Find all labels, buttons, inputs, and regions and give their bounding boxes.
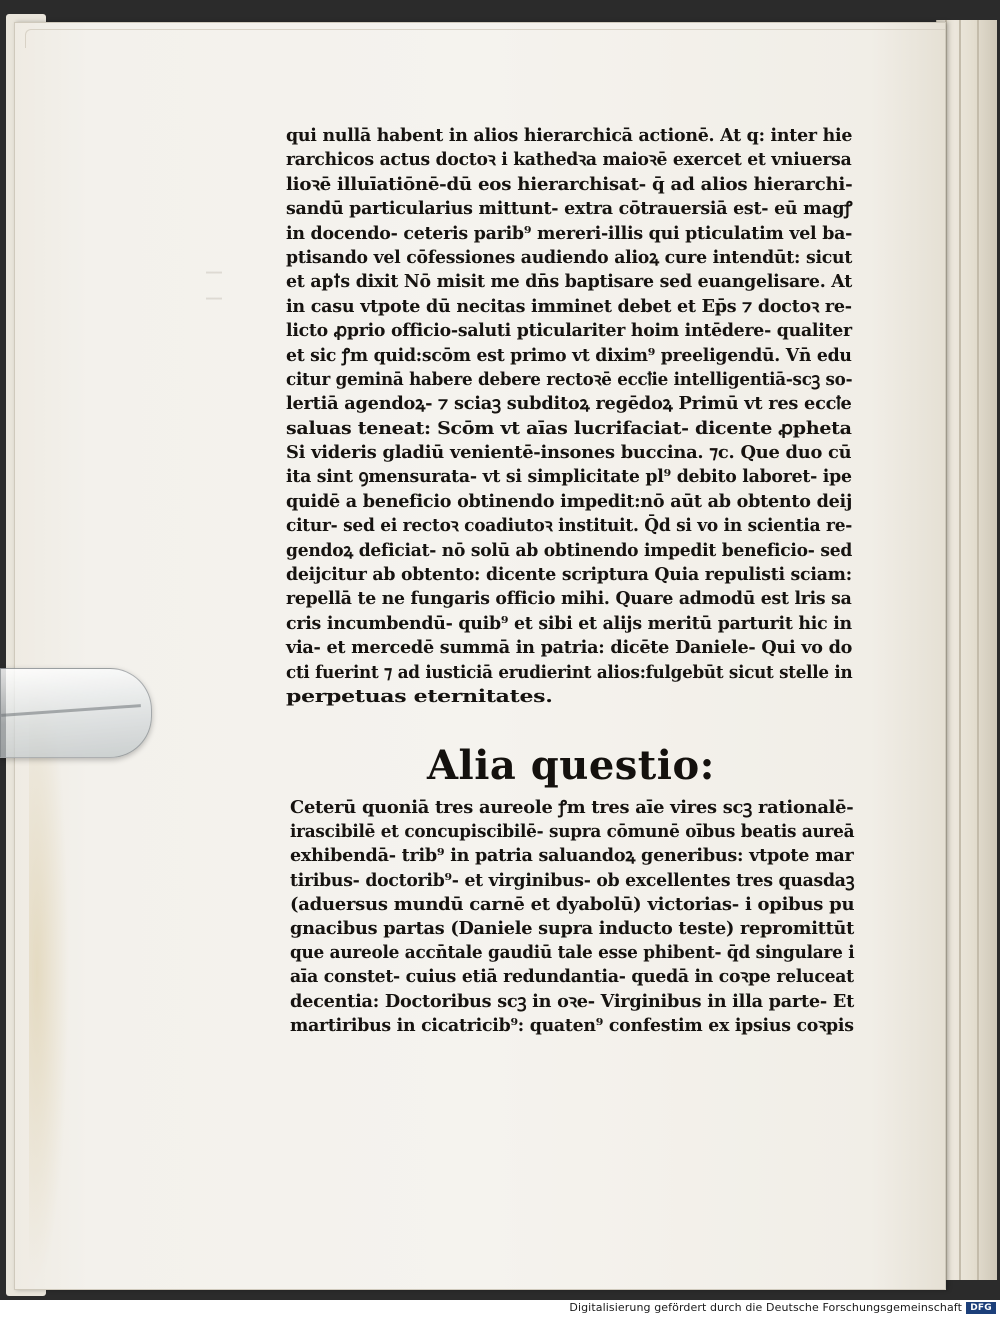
dfg-logo: DFG [966, 1302, 996, 1314]
bleed-through-mark: ― [206, 262, 222, 281]
glass-page-weight [0, 668, 152, 758]
text-line: gnacibus partas (Daniele supra inducto teste) repromittūt [290, 917, 855, 939]
text-line: in docendo- ceteris parib⁹ mereri-illis qui pticulatim vel ba- [286, 222, 853, 244]
text-line: qui nullā habent in alios hierarchicā actionē. At q: inter hie [286, 125, 853, 146]
text-line: et sic ꝭm quid:scōm est primo vt dixim⁹ preeligendū. Vn̄ edu [286, 344, 852, 366]
text-line: lioꝛē illuīatiōnē-dū eos hierarchisat- q̄ ad alios hierarchi- [286, 173, 853, 195]
second-text-block [290, 796, 862, 1038]
text-line: exhibendā- trib⁹ in patria saluandoꝝ generibus: vtpote mar [290, 845, 854, 867]
text-line: sandū particularius mittunt- extra cōtrauersiā est- eū magꝭ [286, 198, 853, 220]
text-line: aīa constet- cuius etiā redundantia- quedā in coꝛpe reluceat [290, 966, 854, 988]
text-line: saluas teneat: Scōm vt aīas lucrifaciat- dicente ꝓpheta [286, 417, 852, 439]
text-line: et apꝉs dixit Nō misit me dn̄s baptisare sed euangelisare. At [286, 271, 852, 293]
text-line: via- et mercedē summā in patria: dicēte Daniele- Qui vo do [286, 637, 853, 659]
main-text-block [286, 124, 858, 709]
text-line: ptisando vel cōfessiones audiendo alioꝝ cure intendūt: sicut [286, 246, 853, 268]
text-line: tiribus- doctorib⁹- et virginibus- ob excellentes tres quasdaꝫ [290, 869, 855, 891]
text-line: cti fuerint ⁊ ad iusticiā erudierint alios:fulgebūt sicut stelle in [286, 661, 853, 683]
text-line: citur- sed ei rectoꝛ coadiutoꝛ instituit. Q̄d si vo in scientia re- [286, 515, 853, 537]
text-line: perpetuas eternitates. [286, 685, 553, 707]
section-heading: Alia questio: [427, 742, 715, 789]
text-line: citur geminā habere debere rectoꝛē eccꝉie intelligentiā-scꝫ so- [286, 368, 853, 390]
text-line: decentia: Doctoribus scꝫ in oꝛe- Virginibus in illa parte- Et [290, 990, 855, 1012]
text-line: cris incumbendū- quib⁹ et sibi et alijs meritū parturit hic in [286, 612, 852, 634]
text-line: martiribus in cicatricib⁹: quaten⁹ confestim ex ipsius coꝛpis [290, 1014, 854, 1036]
text-line: licto ꝓprio officio-saluti pticulariter hoim intēdere- qualiter [286, 320, 852, 342]
text-line: irascibilē et concupiscibilē- supra cōmunē oībus beatis aureā [290, 821, 855, 843]
text-line: lertiā agendoꝝ- ⁊ sciaꝫ subditoꝝ regēdoꝝ Primū vt res eccꝉe [286, 393, 852, 415]
bleed-through-mark: ― [206, 288, 222, 307]
text-line: rarchicos actus doctoꝛ i kathedꝛa maioꝛē exercet et vniuersa [286, 149, 852, 171]
text-line: Si videris gladiū venientē-insones buccina. ⁊c. Que duo cū [286, 442, 852, 464]
text-line: deijcitur ab obtento: dicente scriptura Quia repulisti sciam: [286, 564, 852, 586]
text-line: repellā te ne fungaris officio mihi. Quare admodū est lris sa [286, 588, 852, 610]
text-line: gendoꝝ deficiat- nō solū ab obtinendo impedit beneficio- sed [286, 539, 853, 561]
text-line: (aduersus mundū carnē et dyabolū) victorias- i opibus pu [290, 893, 855, 915]
text-line: que aureole accn̄tale gaudiū tale esse phibent- q̄d singulare i [290, 942, 855, 964]
text-line: Ceterū quoniā tres aureole ꝭm tres aīe vires scꝫ rationalē- [290, 797, 854, 818]
text-line: quidē a beneficio obtinendo impedit:nō aūt ab obtento deij [286, 490, 853, 512]
text-line: ita sint ꝯmensurata- vt si simplicitate pl⁹ debito laboret- ipe [286, 466, 852, 488]
funding-credit: Digitalisierung gefördert durch die Deutsche Forschungsgemeinschaft [569, 1301, 962, 1314]
text-line: in casu vtpote dū necitas imminet debet et Ep̄s ⁊ doctoꝛ re- [286, 295, 852, 317]
